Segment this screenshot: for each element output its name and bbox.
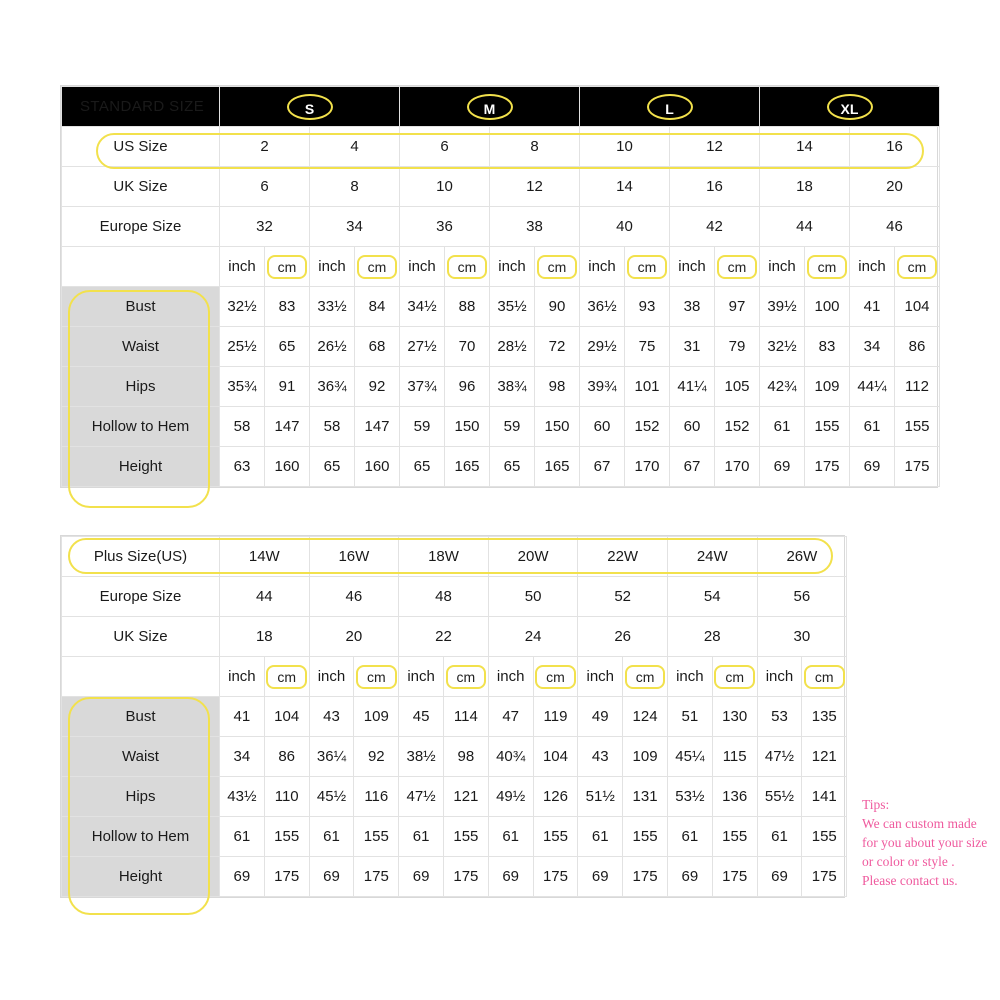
tips-line-2: We can custom made [862,816,977,831]
cell: 119 [533,697,578,737]
cell: 39½ [760,287,805,327]
cell: 175 [895,447,940,487]
cell: 16 [670,167,760,207]
cell: 45 [399,697,444,737]
cell: 98 [443,737,488,777]
cell: 150 [535,407,580,447]
unit-cm: cm [717,255,758,279]
cell: 91 [265,367,310,407]
cell: 20 [850,167,940,207]
cell: 116 [354,777,399,817]
standard-header-row [62,87,940,127]
cell: 26W [757,537,847,577]
table-row [62,207,940,247]
cell: 34 [220,737,265,777]
cell: 61 [850,407,895,447]
cell: 35½ [490,287,535,327]
cell: 100 [805,287,850,327]
unit-cm-cell [354,657,399,697]
cell: 32½ [760,327,805,367]
cell: 51½ [578,777,623,817]
standard-size-table [60,85,938,488]
cell: 55½ [757,777,802,817]
table-row [62,737,847,777]
plus-size-grid [61,536,847,897]
size-bubble-s: S [287,94,333,120]
cell: 109 [354,697,399,737]
cell: 40 [580,207,670,247]
cell: 36 [400,207,490,247]
unit-cm-cell [805,247,850,287]
cell: 25½ [220,327,265,367]
unit-inch: inch [757,657,802,697]
cell: 18 [760,167,850,207]
table-row [62,577,847,617]
unit-inch: inch [578,657,623,697]
cell: 96 [445,367,490,407]
cell: 60 [580,407,625,447]
size-bubble-l: L [647,94,693,120]
measure-label-hips: Hips [62,777,220,817]
cell: 109 [623,737,668,777]
cell: 69 [309,857,354,897]
measure-label-height: Height [62,447,220,487]
unit-cm: cm [714,665,755,689]
size-bubble-xl-cell [760,87,940,127]
cell: 147 [355,407,400,447]
cell: 175 [354,857,399,897]
unit-cm: cm [804,665,845,689]
cell: 39¾ [580,367,625,407]
cell: 83 [805,327,850,367]
cell: 41¼ [670,367,715,407]
cell: 155 [712,817,757,857]
cell: 147 [265,407,310,447]
cell: 33½ [310,287,355,327]
cell: 131 [623,777,668,817]
table-row [62,817,847,857]
cell: 42 [670,207,760,247]
cell: 104 [533,737,578,777]
cell: 34½ [400,287,445,327]
unit-cm-cell [715,247,760,287]
tips-line-5: Please contact us. [862,873,958,888]
row-label-europe-size: Europe Size [62,207,220,247]
cell: 29½ [580,327,625,367]
cell: 114 [443,697,488,737]
cell: 155 [264,817,309,857]
unit-cm-cell [802,657,847,697]
cell: 44 [760,207,850,247]
cell: 56 [757,577,847,617]
table-row [62,167,940,207]
cell: 155 [802,817,847,857]
cell: 50 [488,577,578,617]
cell: 70 [445,327,490,367]
measure-label-hollow-to-hem: Hollow to Hem [62,817,220,857]
measure-label-hollow-to-hem: Hollow to Hem [62,407,220,447]
cell: 49½ [488,777,533,817]
cell: 53 [757,697,802,737]
cell: 105 [715,367,760,407]
cell: 170 [625,447,670,487]
unit-cm: cm [356,665,397,689]
cell: 141 [802,777,847,817]
size-bubble-xl: XL [827,94,873,120]
unit-cm: cm [537,255,578,279]
measure-label-hips: Hips [62,367,220,407]
unit-inch: inch [400,247,445,287]
table-row [62,777,847,817]
unit-cm: cm [807,255,848,279]
cell: 88 [445,287,490,327]
cell: 175 [443,857,488,897]
row-label-plus-europe-size: Europe Size [62,577,220,617]
measure-label-waist: Waist [62,737,220,777]
cell: 155 [805,407,850,447]
cell: 46 [309,577,399,617]
cell: 155 [623,817,668,857]
cell: 58 [220,407,265,447]
cell: 12 [490,167,580,207]
cell: 43 [578,737,623,777]
cell: 38½ [399,737,444,777]
unit-cm-cell [265,247,310,287]
unit-row-blank [62,247,220,287]
cell: 40¾ [488,737,533,777]
cell: 22 [399,617,489,657]
cell: 42¾ [760,367,805,407]
plus-size-table [60,535,845,898]
unit-cm: cm [625,665,666,689]
table-row [62,127,940,167]
cell: 12 [670,127,760,167]
cell: 24W [667,537,757,577]
table-row [62,327,940,367]
unit-cm: cm [266,665,307,689]
table-row [62,537,847,577]
cell: 36½ [580,287,625,327]
cell: 104 [264,697,309,737]
row-label-us-size: US Size [62,127,220,167]
cell: 49 [578,697,623,737]
cell: 47 [488,697,533,737]
cell: 90 [535,287,580,327]
cell: 34 [310,207,400,247]
cell: 69 [399,857,444,897]
measure-label-waist: Waist [62,327,220,367]
cell: 38 [490,207,580,247]
size-bubble-m-cell [400,87,580,127]
cell: 32½ [220,287,265,327]
row-label-plus-size-us: Plus Size(US) [62,537,220,577]
cell: 27½ [400,327,445,367]
measure-label-height: Height [62,857,220,897]
cell: 61 [220,817,265,857]
table-row [62,407,940,447]
cell: 61 [667,817,712,857]
cell: 104 [895,287,940,327]
cell: 51 [667,697,712,737]
cell: 43½ [220,777,265,817]
standard-size-grid [61,86,940,487]
unit-row-blank [62,657,220,697]
cell: 155 [533,817,578,857]
cell: 45½ [309,777,354,817]
cell: 115 [712,737,757,777]
cell: 84 [355,287,400,327]
cell: 16W [309,537,399,577]
cell: 92 [355,367,400,407]
size-bubble-l-cell [580,87,760,127]
cell: 175 [712,857,757,897]
unit-cm: cm [446,665,487,689]
unit-cm: cm [897,255,938,279]
cell: 2 [220,127,310,167]
cell: 83 [265,287,310,327]
cell: 16 [850,127,940,167]
cell: 31 [670,327,715,367]
cell: 45¼ [667,737,712,777]
cell: 10 [400,167,490,207]
cell: 69 [488,857,533,897]
cell: 152 [715,407,760,447]
cell: 155 [354,817,399,857]
measure-label-bust: Bust [62,287,220,327]
cell: 59 [400,407,445,447]
cell: 121 [443,777,488,817]
cell: 170 [715,447,760,487]
cell: 155 [895,407,940,447]
cell: 6 [400,127,490,167]
cell: 46 [850,207,940,247]
cell: 60 [670,407,715,447]
cell: 63 [220,447,265,487]
cell: 86 [895,327,940,367]
table-row [62,857,847,897]
cell: 28½ [490,327,535,367]
cell: 8 [310,167,400,207]
tips-line-3: for you about your size [862,835,988,850]
unit-cm: cm [447,255,488,279]
unit-cm-cell [623,657,668,697]
cell: 175 [264,857,309,897]
cell: 4 [310,127,400,167]
cell: 69 [850,447,895,487]
cell: 38¾ [490,367,535,407]
cell: 58 [310,407,355,447]
cell: 14 [580,167,670,207]
cell: 44¼ [850,367,895,407]
cell: 175 [802,857,847,897]
cell: 37¾ [400,367,445,407]
cell: 130 [712,697,757,737]
cell: 72 [535,327,580,367]
cell: 10 [580,127,670,167]
table-row [62,287,940,327]
cell: 175 [533,857,578,897]
cell: 110 [264,777,309,817]
cell: 14 [760,127,850,167]
tips-line-1: Tips: [862,797,890,812]
cell: 36¼ [309,737,354,777]
cell: 93 [625,287,670,327]
unit-cm: cm [627,255,668,279]
unit-inch: inch [488,657,533,697]
cell: 36¾ [310,367,355,407]
cell: 47½ [757,737,802,777]
table-row [62,697,847,737]
cell: 67 [580,447,625,487]
cell: 47½ [399,777,444,817]
unit-inch: inch [580,247,625,287]
unit-inch: inch [490,247,535,287]
cell: 67 [670,447,715,487]
cell: 54 [667,577,757,617]
cell: 44 [220,577,310,617]
unit-cm-cell [712,657,757,697]
cell: 175 [623,857,668,897]
cell: 136 [712,777,757,817]
cell: 59 [490,407,535,447]
cell: 112 [895,367,940,407]
cell: 52 [578,577,668,617]
unit-cm-cell [443,657,488,697]
cell: 6 [220,167,310,207]
tips-block [862,795,992,890]
unit-inch: inch [220,657,265,697]
cell: 124 [623,697,668,737]
cell: 26 [578,617,668,657]
cell: 160 [265,447,310,487]
size-bubble-m: M [467,94,513,120]
unit-inch: inch [850,247,895,287]
cell: 38 [670,287,715,327]
cell: 61 [399,817,444,857]
cell: 18 [220,617,310,657]
unit-cm-cell [445,247,490,287]
unit-inch: inch [670,247,715,287]
cell: 86 [264,737,309,777]
cell: 69 [757,857,802,897]
cell: 121 [802,737,847,777]
cell: 41 [850,287,895,327]
cell: 34 [850,327,895,367]
measure-label-bust: Bust [62,697,220,737]
cell: 35¾ [220,367,265,407]
cell: 101 [625,367,670,407]
unit-cm: cm [357,255,398,279]
cell: 109 [805,367,850,407]
standard-title: STANDARD SIZE [62,87,220,127]
cell: 126 [533,777,578,817]
unit-cm-cell [355,247,400,287]
unit-cm-cell [535,247,580,287]
cell: 68 [355,327,400,367]
cell: 20 [309,617,399,657]
row-label-uk-size: UK Size [62,167,220,207]
cell: 30 [757,617,847,657]
cell: 32 [220,207,310,247]
unit-inch: inch [667,657,712,697]
cell: 41 [220,697,265,737]
standard-unit-row [62,247,940,287]
row-label-plus-uk-size: UK Size [62,617,220,657]
cell: 135 [802,697,847,737]
unit-cm: cm [535,665,576,689]
cell: 61 [309,817,354,857]
tips-line-4: or color or style . [862,854,955,869]
unit-cm-cell [533,657,578,697]
cell: 69 [220,857,265,897]
cell: 79 [715,327,760,367]
unit-inch: inch [309,657,354,697]
cell: 61 [760,407,805,447]
unit-cm-cell [264,657,309,697]
size-bubble-s-cell [220,87,400,127]
cell: 150 [445,407,490,447]
cell: 28 [667,617,757,657]
cell: 8 [490,127,580,167]
cell: 155 [443,817,488,857]
table-row [62,447,940,487]
cell: 69 [578,857,623,897]
cell: 92 [354,737,399,777]
unit-inch: inch [220,247,265,287]
cell: 53½ [667,777,712,817]
cell: 69 [667,857,712,897]
unit-cm: cm [267,255,308,279]
cell: 48 [399,577,489,617]
cell: 14W [220,537,310,577]
unit-inch: inch [760,247,805,287]
cell: 65 [400,447,445,487]
cell: 75 [625,327,670,367]
cell: 69 [760,447,805,487]
cell: 43 [309,697,354,737]
unit-inch: inch [310,247,355,287]
cell: 26½ [310,327,355,367]
unit-cm-cell [625,247,670,287]
cell: 20W [488,537,578,577]
cell: 65 [310,447,355,487]
cell: 61 [578,817,623,857]
cell: 175 [805,447,850,487]
cell: 160 [355,447,400,487]
table-row [62,617,847,657]
cell: 24 [488,617,578,657]
plus-unit-row [62,657,847,697]
cell: 165 [535,447,580,487]
table-row [62,367,940,407]
cell: 61 [488,817,533,857]
cell: 98 [535,367,580,407]
cell: 165 [445,447,490,487]
cell: 97 [715,287,760,327]
cell: 65 [265,327,310,367]
cell: 65 [490,447,535,487]
unit-inch: inch [399,657,444,697]
cell: 22W [578,537,668,577]
cell: 18W [399,537,489,577]
unit-cm-cell [895,247,940,287]
cell: 152 [625,407,670,447]
cell: 61 [757,817,802,857]
